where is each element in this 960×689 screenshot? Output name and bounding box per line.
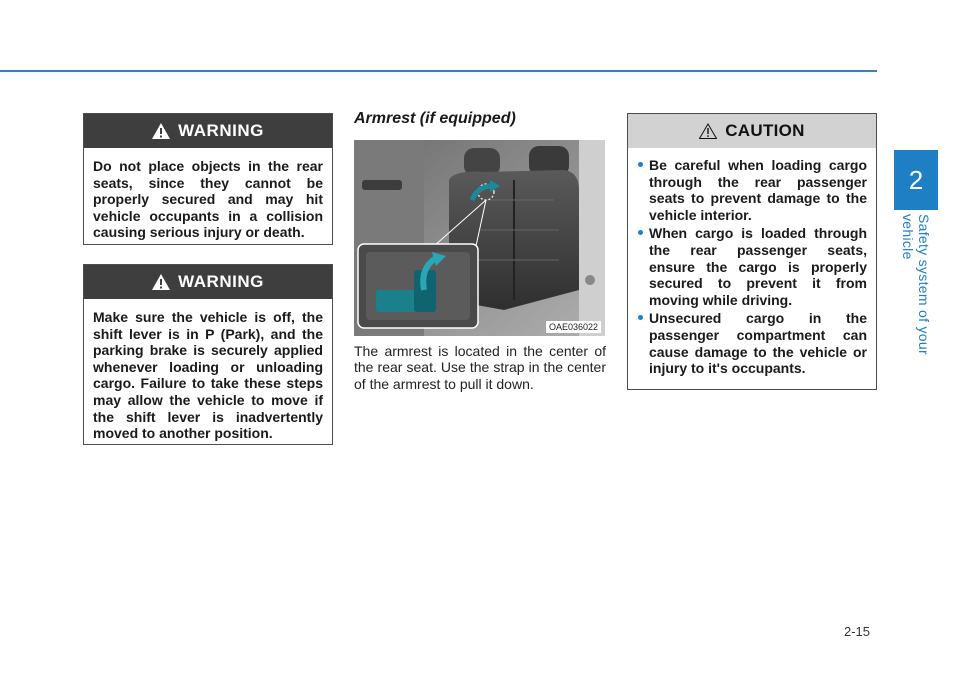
page-number: 2-15 bbox=[844, 624, 871, 639]
caution-body bbox=[628, 148, 876, 387]
warning-box-rear-seats bbox=[83, 113, 333, 245]
warning-heading: WARNING bbox=[178, 121, 264, 140]
chapter-tab[interactable] bbox=[894, 150, 938, 210]
warning-triangle-icon bbox=[152, 123, 170, 139]
top-rule bbox=[0, 70, 877, 72]
caution-heading: CAUTION bbox=[725, 121, 805, 140]
caution-triangle-icon bbox=[699, 123, 717, 139]
warning-text: Make sure the vehicle is off, the shift lever is in P (Park), and the parking brake is securely applied whenever loading or unloading cargo. Failure to take these steps may allow the vehicle to move if the shift lever is inadvertently moved to another position. bbox=[93, 309, 323, 442]
warning-header bbox=[84, 114, 332, 148]
caution-list bbox=[638, 157, 867, 377]
warning-box-cargo-loading bbox=[83, 264, 333, 445]
warning-heading: WARNING bbox=[178, 272, 264, 291]
armrest-description: The armrest is located in the center of the rear seat. Use the strap in the center of the armrest to pull it down. bbox=[354, 343, 606, 392]
caution-item: When cargo is loaded through the rear passenger seats, ensure the cargo is properly secured to prevent it from moving while driving. bbox=[638, 225, 867, 308]
warning-triangle-icon bbox=[152, 274, 170, 290]
figure-code: OAE036022 bbox=[546, 321, 601, 333]
warning-text: Do not place objects in the rear seats, since they cannot be properly secured and may hit vehicle occupants in a collision causing serious injury or death. bbox=[93, 158, 323, 241]
armrest-illustration bbox=[354, 140, 605, 336]
caution-item: Be careful when loading cargo through the rear passenger seats to prevent damage to the vehicle interior. bbox=[638, 157, 867, 223]
warning-header bbox=[84, 265, 332, 299]
chapter-number: 2 bbox=[908, 164, 924, 195]
rear-seat-illustration bbox=[354, 140, 605, 336]
section-title-armrest: Armrest (if equipped) bbox=[354, 110, 516, 127]
caution-header bbox=[628, 114, 876, 148]
caution-box bbox=[627, 113, 877, 390]
caution-item: Unsecured cargo in the passenger compartment can cause damage to the vehicle or injury to it's occupants. bbox=[638, 310, 867, 376]
chapter-title: Safety system of your vehicle bbox=[900, 214, 932, 355]
